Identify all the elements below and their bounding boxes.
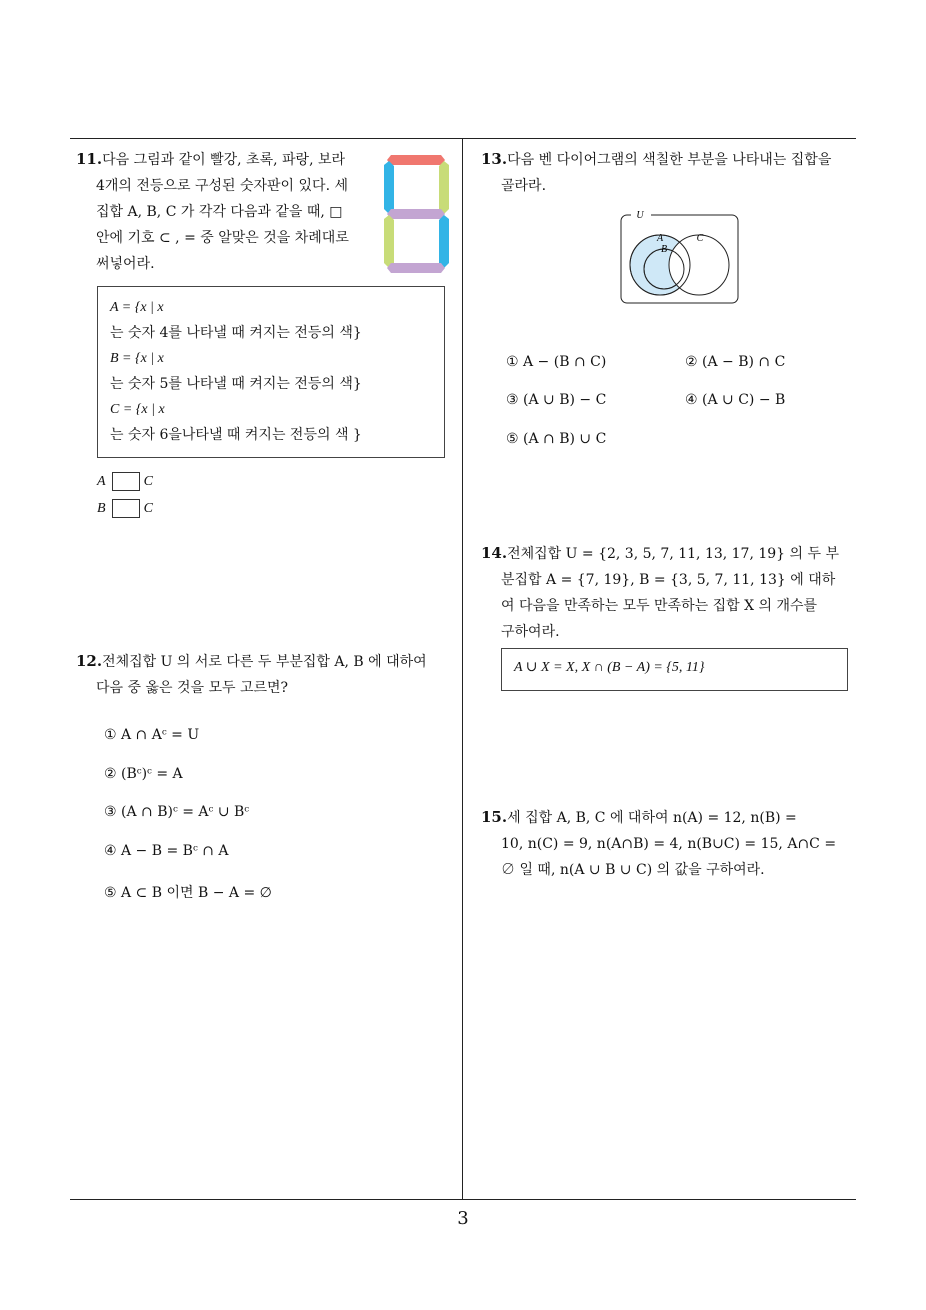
set-b-condition: 는 숫자 5를 나타낼 때 켜지는 전등의 색} xyxy=(110,375,362,392)
venn-label-c: C xyxy=(696,233,704,244)
question-text-line: 여 다음을 만족하는 모두 만족하는 집합 X 의 개수를 xyxy=(501,598,818,614)
q13-choice-4[interactable]: ④ (A ∪ C) − B xyxy=(685,392,786,408)
answer-blank-1[interactable] xyxy=(112,472,140,491)
question-13 xyxy=(481,146,861,199)
question-number: 14. xyxy=(481,544,508,562)
question-text-line: 써넣어라. xyxy=(96,256,155,272)
question-11 xyxy=(76,146,376,277)
question-text-line: 분집합 A = {7, 19}, B = {3, 5, 7, 11, 13} 에 대하 xyxy=(501,572,836,588)
question-number: 12. xyxy=(76,652,103,670)
page-number: 3 xyxy=(457,1208,469,1229)
segment-lower-left-green xyxy=(384,215,394,268)
q14-condition-box xyxy=(501,648,848,691)
set-a-condition: 는 숫자 4를 나타낼 때 켜지는 전등의 색} xyxy=(110,324,362,341)
venn-diagram xyxy=(618,208,742,308)
question-text-line: 전체집합 U = {2, 3, 5, 7, 11, 13, 17, 19} 의 두 부 xyxy=(507,546,840,562)
answer-left-set: B xyxy=(97,501,106,516)
question-text-line: 골라라. xyxy=(501,178,547,194)
venn-label-a: A xyxy=(656,233,664,244)
question-text-line: 다음 그림과 같이 빨강, 초록, 파랑, 보라 xyxy=(102,152,346,168)
segment-top-red xyxy=(387,155,445,165)
column-divider xyxy=(462,138,463,1200)
question-number: 13. xyxy=(481,150,508,168)
question-text-line: 세 집합 A, B, C 에 대하여 n(A) = 12, n(B) = xyxy=(507,810,797,826)
question-text-line: 4개의 전등으로 구성된 숫자판이 있다. 세 xyxy=(96,178,348,194)
q12-choice-1[interactable]: ① A ∩ Aᶜ = U xyxy=(104,727,200,743)
bottom-rule xyxy=(70,1199,856,1200)
question-12 xyxy=(76,648,460,701)
question-text-line: ∅ 일 때, n(A ∪ B ∪ C) 의 값을 구하여라. xyxy=(501,862,765,878)
q14-condition: A ∪ X = X, X ∩ (B − A) = {5, 11} xyxy=(514,660,705,675)
question-text-line: 10, n(C) = 9, n(A∩B) = 4, n(B∪C) = 15, A∩C = xyxy=(501,836,837,852)
top-rule xyxy=(70,138,856,139)
question-14 xyxy=(481,540,861,645)
segment-lower-right-blue xyxy=(439,215,449,268)
answer-left-set: A xyxy=(97,474,106,489)
question-text-line: 집합 A, B, C 가 각각 다음과 같을 때, □ xyxy=(96,204,343,220)
segment-middle-purple xyxy=(387,209,445,219)
q12-choice-4[interactable]: ④ A − B = Bᶜ ∩ A xyxy=(104,843,229,859)
set-b-definition: B = {x | x xyxy=(110,351,164,366)
question-text-line: 안에 기호 ⊂ , = 중 알맞은 것을 차례대로 xyxy=(96,230,349,246)
set-c-definition: C = {x | x xyxy=(110,402,165,417)
segment-upper-right-green xyxy=(439,161,449,214)
q13-choice-2[interactable]: ② (A − B) ∩ C xyxy=(685,354,786,370)
q12-choice-3[interactable]: ③ (A ∩ B)ᶜ = Aᶜ ∪ Bᶜ xyxy=(104,804,250,820)
question-number: 11. xyxy=(76,150,103,168)
venn-label-b: B xyxy=(660,244,668,255)
q12-choice-5[interactable]: ⑤ A ⊂ B 이면 B − A = ∅ xyxy=(104,885,272,901)
set-c-condition: 는 숫자 6을나타낼 때 켜지는 전등의 색 } xyxy=(110,426,362,443)
set-a-definition: A = {x | x xyxy=(110,300,164,315)
answer-row-a-c xyxy=(97,468,153,495)
question-text-line: 다음 중 옳은 것을 모두 고르면? xyxy=(96,680,289,696)
answer-right-set: C xyxy=(143,474,153,489)
q11-answer-rows xyxy=(97,468,153,522)
answer-blank-2[interactable] xyxy=(112,499,140,518)
question-number: 15. xyxy=(481,808,508,826)
question-text-line: 전체집합 U 의 서로 다른 두 부분집합 A, B 에 대하여 xyxy=(102,654,427,670)
digit-display-figure xyxy=(383,153,451,275)
answer-right-set: C xyxy=(143,501,153,516)
question-text-line: 다음 벤 다이어그램의 색칠한 부분을 나타내는 집합을 xyxy=(507,152,832,168)
q11-set-definition-box xyxy=(97,286,445,458)
q13-choice-3[interactable]: ③ (A ∪ B) − C xyxy=(506,392,607,408)
venn-label-u: U xyxy=(636,210,644,221)
answer-row-b-c xyxy=(97,495,153,522)
segment-bottom-purple xyxy=(387,263,445,273)
venn-set-c xyxy=(669,235,729,295)
question-15 xyxy=(481,804,861,883)
q13-choice-5[interactable]: ⑤ (A ∩ B) ∪ C xyxy=(506,431,607,447)
question-text-line: 구하여라. xyxy=(501,624,560,640)
segment-upper-left-blue xyxy=(384,161,394,214)
q13-choice-1[interactable]: ① A − (B ∩ C) xyxy=(506,354,607,370)
q12-choice-2[interactable]: ② (Bᶜ)ᶜ = A xyxy=(104,766,183,782)
